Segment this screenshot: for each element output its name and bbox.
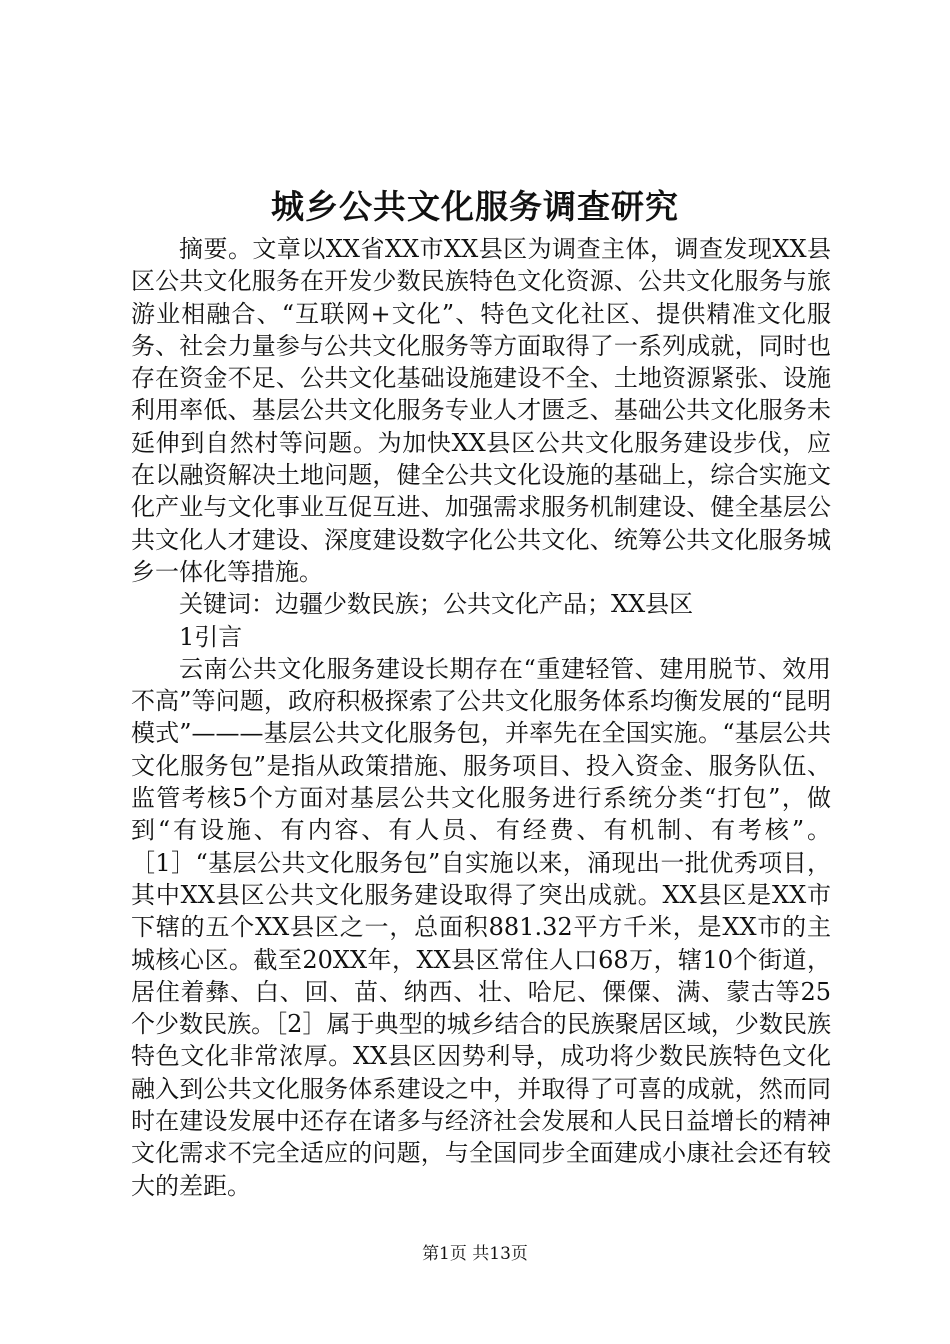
document-body	[131, 233, 831, 1202]
abstract-paragraph: 摘要。文章以XX省XX市XX县区为调查主体，调查发现XX县区公共文化服务在开发少数民族特色文化资源、公共文化服务与旅游业相融合、“互联网+文化”、特色文化社区、提供精准文化服务、社会力量参与公共文化服务等方面取得了一系列成就，同时也存在资金不足、公共文化基础设施建设不全、土地资源紧张、设施利用率低、基层公共文化服务专业人才匮乏、基础公共文化服务未延伸到自然村等问题。为加快XX县区公共文化服务建设步伐，应在以融资解决土地问题，健全公共文化设施的基础上，综合实施文化产业与文化事业互促互进、加强需求服务机制建设、健全基层公共文化人才建设、深度建设数字化公共文化、统筹公共文化服务城乡一体化等措施。	[131, 235, 831, 586]
intro-paragraph: 云南公共文化服务建设长期存在“重建轻管、建用脱节、效用不高”等问题，政府积极探索了公共文化服务体系均衡发展的“昆明模式”———基层公共文化服务包，并率先在全国实施。“基层公共文化服务包”是指从政策措施、服务项目、投入资金、服务队伍、监管考核5个方面对基层公共文化服务进行系统分类“打包”，做到“有设施、有内容、有人员、有经费、有机制、有考核”。［1］“基层公共文化服务包”自实施以来，涌现出一批优秀项目，其中XX县区公共文化服务建设取得了突出成就。XX县区是XX市下辖的五个XX县区之一，总面积881.32平方千米，是XX市的主城核心区。截至20XX年，XX县区常住人口68万，辖10个街道，居住着彝、白、回、苗、纳西、壮、哈尼、傈僳、满、蒙古等25个少数民族。［2］属于典型的城乡结合的民族聚居区域，少数民族特色文化非常浓厚。XX县区因势利导，成功将少数民族特色文化融入到公共文化服务体系建设之中，并取得了可喜的成就，然而同时在建设发展中还存在诸多与经济社会发展和人民日益增长的精神文化需求不完全适应的问题，与全国同步全面建成小康社会还有较大的差距。	[131, 654, 831, 1200]
page-title: 城乡公共文化服务调查研究	[271, 187, 679, 226]
section-heading: 1引言	[179, 622, 243, 651]
page-number-footer: 第1页 共13页	[422, 1244, 528, 1264]
keywords-line: 关键词：边疆少数民族；公共文化产品；XX县区	[179, 590, 694, 619]
